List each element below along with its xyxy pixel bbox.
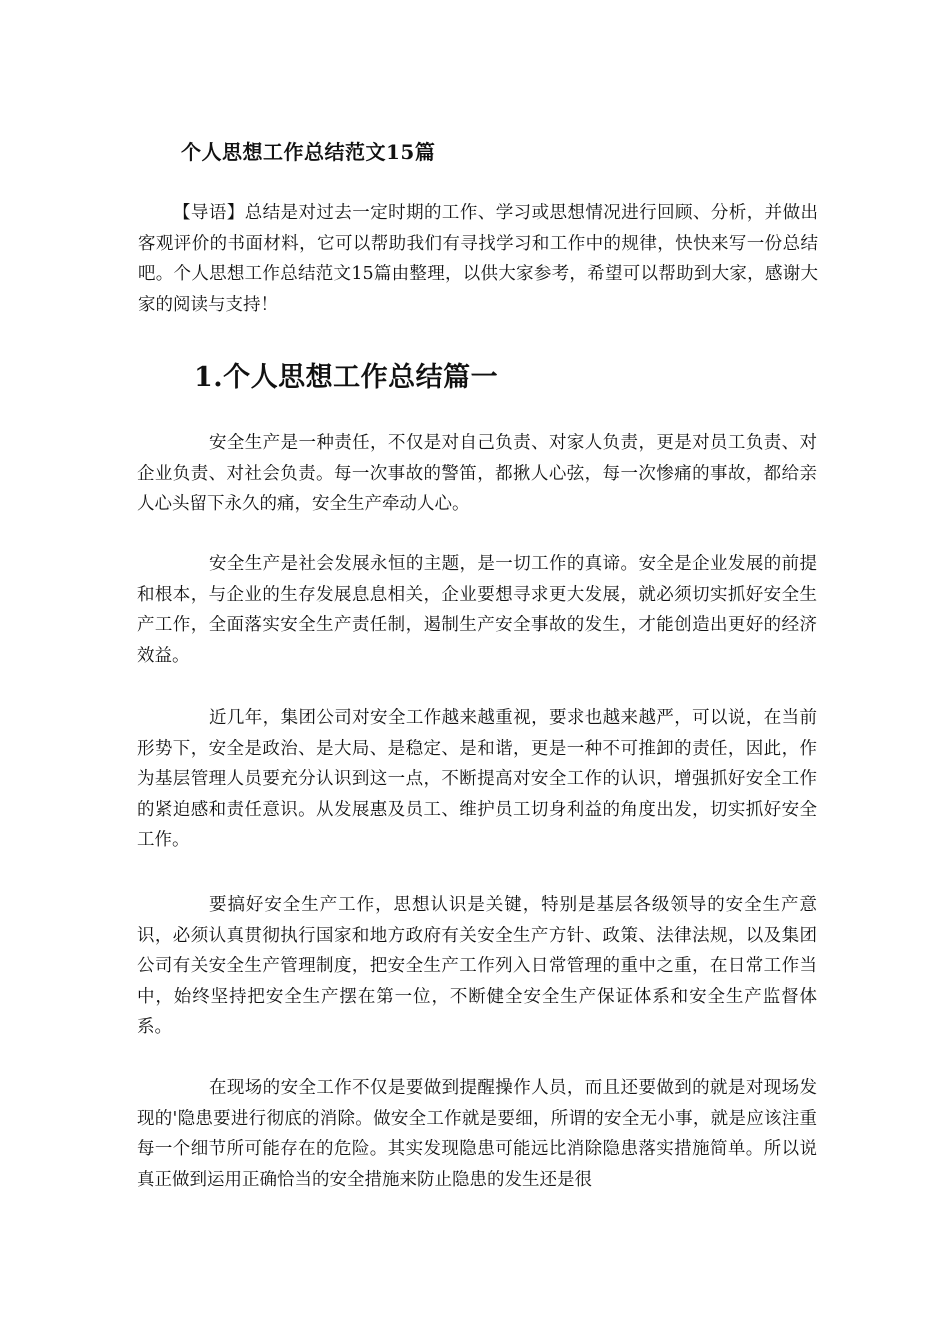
body-paragraph-3: 近几年，集团公司对安全工作越来越重视，要求也越来越严，可以说，在当前形势下，安全是政治、是大局、是稳定、是和谐，更是一种不可推卸的责任，因此，作为基层管理人员要充分认识到这一点，不断提高对安全工作的认识，增强抓好安全工作的紧迫感和责任意识。从发展惠及员工、维护员工切身利益的角度出发，切实抓好安全工作。 — [137, 708, 817, 850]
body-paragraph-4: 要搞好安全生产工作，思想认识是关键，特别是基层各级领导的安全生产意识，必须认真贯彻执行国家和地方政府有关安全生产方针、政策、法律法规，以及集团公司有关安全生产管理制度，把安全生产工作列入日常管理的重中之重，在日常工作当中，始终坚持把安全生产摆在第一位，不断健全安全生产保证体系和安全生产监督体系。 — [137, 895, 817, 1037]
body-paragraph-2: 安全生产是社会发展永恒的主题，是一切工作的真谛。安全是企业发展的前提和根本，与企业的生存发展息息相关，企业要想寻求更大发展，就必须切实抓好安全生产工作，全面落实安全生产责任制，遏制生产安全事故的发生，才能创造出更好的经济效益。 — [137, 554, 817, 666]
document-title: 个人思想工作总结范文15篇 — [181, 140, 436, 164]
section-heading: 1.个人思想工作总结篇一 — [194, 362, 499, 393]
body-paragraph-5: 在现场的安全工作不仅是要做到提醒操作人员，而且还要做到的就是对现场发现的'隐患要进行彻底的消除。做安全工作就是要细，所谓的安全无小事，就是应该注重每一个细节所可能存在的危险。其实发现隐患可能远比消除隐患落实措施简单。所以说真正做到运用正确恰当的安全措施来防止隐患的发生还是很 — [137, 1078, 817, 1190]
intro-paragraph: 【导语】总结是对过去一定时期的工作、学习或思想情况进行回顾、分析，并做出客观评价的书面材料，它可以帮助我们有寻找学习和工作中的规律，快快来写一份总结吧。个人思想工作总结范文15篇由整理，以供大家参考，希望可以帮助到大家，感谢大家的阅读与支持！ — [138, 203, 818, 315]
body-paragraph-1: 安全生产是一种责任，不仅是对自己负责、对家人负责，更是对员工负责、对企业负责、对社会负责。每一次事故的警笛，都揪人心弦，每一次惨痛的事故，都给亲人心头留下永久的痛，安全生产牵动人心。 — [137, 433, 817, 514]
